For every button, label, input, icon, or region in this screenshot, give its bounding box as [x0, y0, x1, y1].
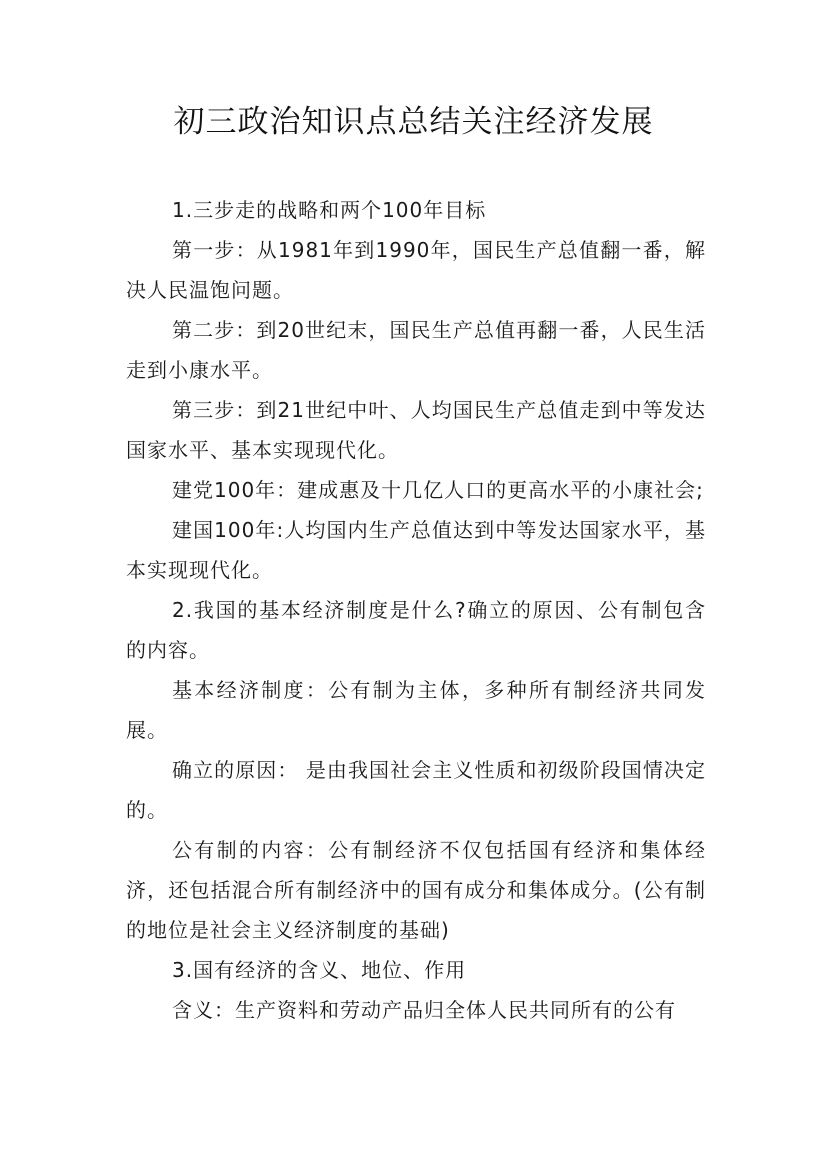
paragraph-state-owned-definition: 含义：生产资料和劳动产品归全体人民共同所有的公有: [172, 998, 676, 1022]
paragraph-public-ownership-content: 公有制的内容：公有制经济不仅包括国有经济和集体经济，还包括混合所有制经济中的国有成分和集体成分。(公有制的地位是社会主义经济制度的基础): [126, 838, 706, 942]
paragraph-basic-economic-system: 基本经济制度：公有制为主体，多种所有制经济共同发展。: [126, 678, 706, 742]
document-body: [126, 190, 706, 1030]
paragraph-heading-basic-economic-system: 2.我国的基本经济制度是什么?确立的原因、公有制包含的内容。: [126, 598, 706, 662]
paragraph-establishment-reason: 确立的原因： 是由我国社会主义性质和初级阶段国情决定的。: [126, 758, 706, 822]
paragraph-party-100-years: 建党100年：建成惠及十几亿人口的更高水平的小康社会;: [172, 478, 704, 502]
paragraph-step-three: 第三步：到21世纪中叶、人均国民生产总值走到中等发达国家水平、基本实现现代化。: [126, 398, 706, 462]
document-title: 初三政治知识点总结关注经济发展: [173, 104, 654, 140]
paragraph-heading-three-steps: 1.三步走的战略和两个100年目标: [172, 198, 487, 222]
paragraph-heading-state-owned-economy: 3.国有经济的含义、地位、作用: [172, 958, 467, 982]
paragraph-nation-100-years: 建国100年:人均国内生产总值达到中等发达国家水平，基本实现现代化。: [126, 518, 706, 582]
paragraph-step-one: 第一步：从1981年到1990年，国民生产总值翻一番，解决人民温饱问题。: [126, 238, 706, 302]
paragraph-step-two: 第二步：到20世纪末，国民生产总值再翻一番，人民生活走到小康水平。: [126, 318, 706, 382]
